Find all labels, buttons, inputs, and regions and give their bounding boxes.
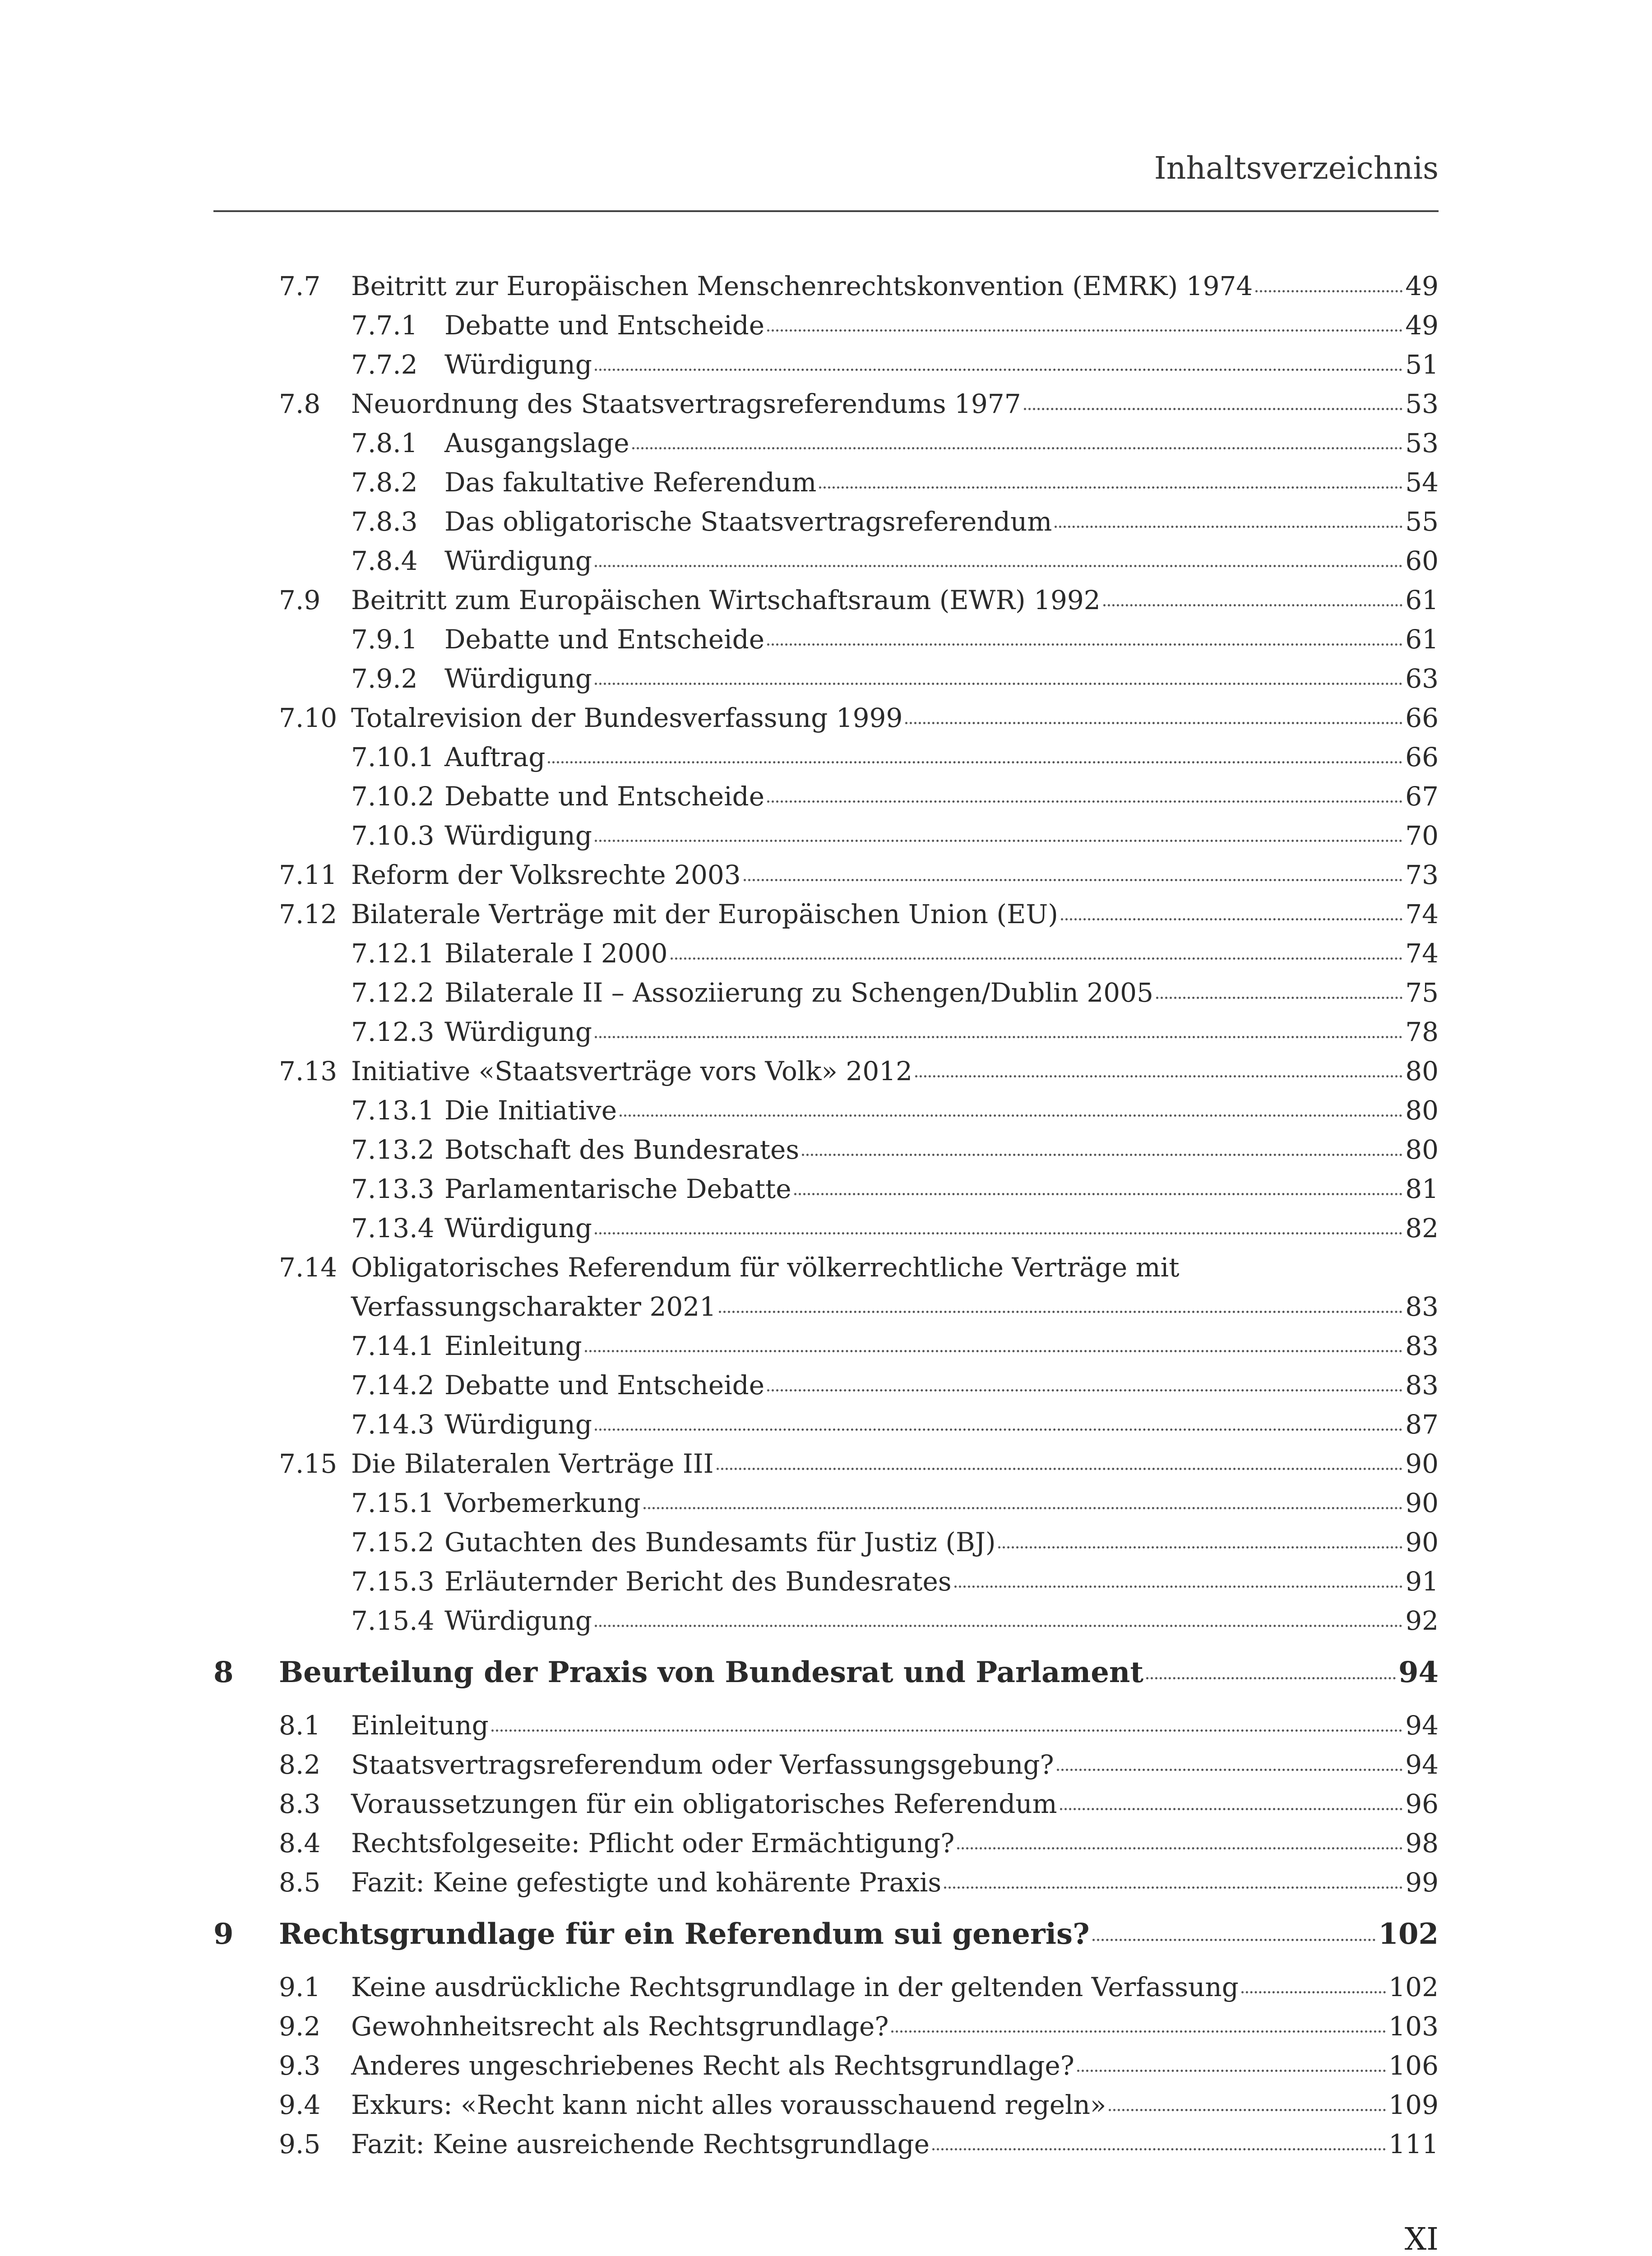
entry-page: 102 bbox=[1378, 1917, 1439, 1951]
toc-entry[interactable] bbox=[279, 862, 1439, 888]
dot-leader bbox=[620, 1114, 1402, 1117]
toc-entry[interactable] bbox=[279, 587, 1439, 613]
entry-title: Beitritt zum Europäischen Wirtschaftsraum (EWR) 1992 bbox=[351, 585, 1101, 615]
entry-title: Würdigung bbox=[444, 546, 592, 576]
entry-page: 94 bbox=[1405, 1710, 1439, 1741]
entry-page: 51 bbox=[1405, 349, 1439, 380]
toc-entry[interactable] bbox=[351, 1176, 1439, 1202]
dot-leader bbox=[632, 447, 1403, 449]
entry-title: Die Initiative bbox=[444, 1095, 617, 1126]
entry-page: 70 bbox=[1405, 820, 1439, 851]
entry-title: Auftrag bbox=[444, 742, 546, 772]
dot-leader bbox=[915, 1075, 1402, 1077]
entry-title: Neuordnung des Staatsvertragsreferendums 1977 bbox=[351, 388, 1021, 419]
entry-page: 94 bbox=[1398, 1655, 1439, 1689]
toc-entry[interactable] bbox=[279, 1791, 1439, 1817]
dot-leader bbox=[767, 800, 1402, 803]
entry-title: Beurteilung der Praxis von Bundesrat und Parlament bbox=[279, 1655, 1143, 1689]
toc-entry[interactable] bbox=[351, 1213, 1439, 1244]
entry-page: 103 bbox=[1388, 2011, 1439, 2042]
toc-entry[interactable] bbox=[351, 1568, 1439, 1595]
dot-leader bbox=[595, 369, 1402, 371]
dot-leader bbox=[932, 2148, 1386, 2150]
dot-leader bbox=[671, 957, 1403, 960]
dot-leader bbox=[998, 1546, 1402, 1549]
toc-entry[interactable] bbox=[351, 1333, 1439, 1359]
entry-title: Würdigung bbox=[444, 1213, 592, 1244]
entry-title: Debatte und Entscheide bbox=[444, 1370, 765, 1401]
entry-number: 9.3 bbox=[279, 2050, 321, 2081]
toc-entry[interactable] bbox=[351, 506, 1439, 537]
toc-entry[interactable] bbox=[351, 1411, 1439, 1438]
entry-title: Würdigung bbox=[444, 349, 592, 380]
dot-leader bbox=[1057, 1769, 1403, 1771]
dot-leader bbox=[891, 2030, 1386, 2033]
dot-leader bbox=[1255, 290, 1402, 292]
dot-leader bbox=[595, 840, 1402, 842]
toc-entry[interactable] bbox=[279, 1254, 1439, 1281]
entry-page: 87 bbox=[1405, 1409, 1439, 1440]
dot-leader bbox=[794, 1193, 1403, 1195]
entry-page: 73 bbox=[1405, 860, 1439, 890]
entry-number: 7.10.2 bbox=[351, 781, 435, 812]
entry-title: Rechtsgrundlage für ein Referendum sui generis? bbox=[279, 1917, 1090, 1951]
entry-title: Erläuternder Bericht des Bundesrates bbox=[444, 1566, 952, 1597]
dot-leader bbox=[717, 1468, 1403, 1470]
dot-leader bbox=[1061, 918, 1402, 920]
dot-leader bbox=[1060, 1808, 1403, 1810]
toc-entry[interactable] bbox=[279, 1749, 1439, 1780]
entry-page: 90 bbox=[1405, 1488, 1439, 1518]
entry-title: Beitritt zur Europäischen Menschenrechtskonvention (EMRK) 1974 bbox=[351, 271, 1253, 301]
dot-leader bbox=[1103, 604, 1402, 606]
entry-title: Die Bilateralen Verträge III bbox=[351, 1448, 714, 1479]
entry-page: 83 bbox=[1405, 1291, 1439, 1322]
entry-page: 92 bbox=[1405, 1605, 1439, 1636]
dot-leader bbox=[944, 1886, 1402, 1889]
dot-leader bbox=[595, 683, 1402, 685]
toc-entry[interactable] bbox=[351, 430, 1439, 456]
entry-title: Parlamentarische Debatte bbox=[444, 1174, 791, 1204]
entry-page: 94 bbox=[1405, 1749, 1439, 1780]
entry-title: Debatte und Entscheide bbox=[444, 310, 765, 341]
entry-number: 7.11 bbox=[279, 860, 338, 890]
dot-leader bbox=[767, 329, 1402, 332]
dot-leader bbox=[595, 1625, 1402, 1627]
entry-page: 96 bbox=[1405, 1789, 1439, 1819]
entry-number: 7.14.2 bbox=[351, 1370, 435, 1401]
toc-entry[interactable] bbox=[351, 977, 1439, 1008]
dot-leader bbox=[767, 643, 1402, 646]
entry-number: 7.13.4 bbox=[351, 1213, 435, 1244]
entry-number: 7.8.2 bbox=[351, 467, 418, 498]
dot-leader bbox=[643, 1507, 1402, 1509]
entry-page: 109 bbox=[1388, 2090, 1439, 2120]
entry-title: Staatsvertragsreferendum oder Verfassungsgebung? bbox=[351, 1749, 1054, 1780]
entry-number: 7.14 bbox=[279, 1252, 338, 1283]
entry-number: 7.7 bbox=[279, 271, 321, 301]
entry-page: 54 bbox=[1405, 467, 1439, 498]
entry-number: 7.9.1 bbox=[351, 624, 418, 655]
entry-title: Totalrevision der Bundesverfassung 1999 bbox=[351, 703, 903, 733]
entry-title: Fazit: Keine gefestigte und kohärente Praxis bbox=[351, 1867, 942, 1898]
entry-title: Fazit: Keine ausreichende Rechtsgrundlage bbox=[351, 2129, 930, 2159]
entry-number: 9 bbox=[213, 1917, 234, 1951]
toc-entry[interactable] bbox=[351, 820, 1439, 851]
dot-leader bbox=[595, 1036, 1402, 1038]
entry-title: Gutachten des Bundesamts für Justiz (BJ) bbox=[444, 1527, 996, 1558]
toc-entry[interactable] bbox=[351, 351, 1439, 378]
entry-page: 83 bbox=[1405, 1370, 1439, 1401]
entry-page: 67 bbox=[1405, 781, 1439, 812]
entry-title: Initiative «Staatsverträge vors Volk» 2012 bbox=[351, 1056, 913, 1086]
dot-leader bbox=[1024, 408, 1403, 410]
entry-title: Einleitung bbox=[444, 1331, 582, 1361]
entry-title: Vorbemerkung bbox=[444, 1488, 641, 1518]
dot-leader bbox=[595, 565, 1402, 567]
entry-title: Ausgangslage bbox=[444, 428, 629, 458]
dot-leader bbox=[1109, 2109, 1386, 2111]
entry-number: 8 bbox=[213, 1655, 234, 1689]
entry-title: Verfassungscharakter 2021 bbox=[351, 1291, 717, 1322]
entry-title: Würdigung bbox=[444, 1409, 592, 1440]
toc-entry[interactable] bbox=[279, 1974, 1439, 2000]
entry-page: 63 bbox=[1405, 663, 1439, 694]
entry-title: Rechtsfolgeseite: Pflicht oder Ermächtigung? bbox=[351, 1828, 955, 1858]
toc-chapter-entry[interactable] bbox=[213, 1917, 1439, 1951]
page-number: XI bbox=[1404, 2222, 1439, 2256]
entry-number: 7.8.3 bbox=[351, 506, 418, 537]
entry-page: 99 bbox=[1405, 1867, 1439, 1898]
entry-title: Exkurs: «Recht kann nicht alles vorausschauend regeln» bbox=[351, 2090, 1106, 2120]
toc-entry[interactable] bbox=[351, 1134, 1439, 1165]
entry-title: Das obligatorische Staatsvertragsreferendum bbox=[444, 506, 1052, 537]
entry-title: Debatte und Entscheide bbox=[444, 781, 765, 812]
entry-number: 7.15.3 bbox=[351, 1566, 435, 1597]
toc-entry[interactable] bbox=[351, 1605, 1439, 1636]
entry-page: 98 bbox=[1405, 1828, 1439, 1858]
toc-entry[interactable] bbox=[279, 1867, 1439, 1898]
toc-entry[interactable] bbox=[279, 2131, 1439, 2157]
entry-page: 75 bbox=[1405, 977, 1439, 1008]
entry-number: 7.13.3 bbox=[351, 1174, 435, 1204]
entry-number: 7.14.3 bbox=[351, 1409, 435, 1440]
entry-page: 81 bbox=[1405, 1174, 1439, 1204]
toc-entry[interactable] bbox=[279, 705, 1439, 731]
entry-number: 9.5 bbox=[279, 2129, 321, 2159]
dot-leader bbox=[491, 1729, 1402, 1732]
entry-number: 7.15.4 bbox=[351, 1605, 435, 1636]
toc-entry[interactable] bbox=[351, 1527, 1439, 1558]
entry-number: 7.15.1 bbox=[351, 1488, 435, 1518]
entry-number: 7.12.2 bbox=[351, 977, 435, 1008]
dot-leader bbox=[957, 1847, 1402, 1849]
dot-leader bbox=[819, 486, 1402, 489]
dot-leader bbox=[595, 1232, 1402, 1234]
entry-number: 7.13.2 bbox=[351, 1134, 435, 1165]
toc-entry[interactable] bbox=[351, 1019, 1439, 1045]
entry-number: 7.10.1 bbox=[351, 742, 435, 772]
toc-entry[interactable] bbox=[351, 1370, 1439, 1401]
toc-entry[interactable] bbox=[351, 744, 1439, 770]
entry-number: 7.7.2 bbox=[351, 349, 418, 380]
entry-page: 61 bbox=[1405, 585, 1439, 615]
entry-title: Gewohnheitsrecht als Rechtsgrundlage? bbox=[351, 2011, 889, 2042]
entry-page: 90 bbox=[1405, 1527, 1439, 1558]
entry-page: 74 bbox=[1405, 899, 1439, 929]
entry-number: 8.4 bbox=[279, 1828, 321, 1858]
toc-entry[interactable] bbox=[351, 1490, 1439, 1516]
toc-entry-continuation[interactable] bbox=[279, 1291, 1439, 1322]
entry-number: 7.10 bbox=[279, 703, 338, 733]
entry-page: 111 bbox=[1388, 2129, 1439, 2159]
entry-title: Bilaterale II – Assoziierung zu Schengen/Dublin 2005 bbox=[444, 977, 1153, 1008]
entry-page: 55 bbox=[1405, 506, 1439, 537]
toc-entry[interactable] bbox=[351, 467, 1439, 498]
entry-page: 80 bbox=[1405, 1095, 1439, 1126]
entry-page: 82 bbox=[1405, 1213, 1439, 1244]
entry-page: 80 bbox=[1405, 1134, 1439, 1165]
dot-leader bbox=[1092, 1939, 1376, 1941]
entry-title: Einleitung bbox=[351, 1710, 489, 1741]
entry-title: Würdigung bbox=[444, 663, 592, 694]
dot-leader bbox=[905, 722, 1402, 724]
entry-page: 66 bbox=[1405, 742, 1439, 772]
toc-entry[interactable] bbox=[279, 901, 1439, 927]
entry-title: Würdigung bbox=[444, 820, 592, 851]
toc-entry[interactable] bbox=[279, 2011, 1439, 2042]
toc-entry[interactable] bbox=[279, 1448, 1439, 1479]
toc-entry[interactable] bbox=[351, 1095, 1439, 1126]
entry-page: 80 bbox=[1405, 1056, 1439, 1086]
entry-number: 7.14.1 bbox=[351, 1331, 435, 1361]
toc-entry[interactable] bbox=[279, 2050, 1439, 2081]
entry-title: Reform der Volksrechte 2003 bbox=[351, 860, 741, 890]
dot-leader bbox=[1055, 526, 1402, 528]
entry-page: 74 bbox=[1405, 938, 1439, 969]
entry-number: 7.9 bbox=[279, 585, 321, 615]
entry-number: 9.4 bbox=[279, 2090, 321, 2120]
entry-page: 91 bbox=[1405, 1566, 1439, 1597]
entry-number: 8.1 bbox=[279, 1710, 321, 1741]
entry-number: 7.13 bbox=[279, 1056, 338, 1086]
dot-leader bbox=[1077, 2070, 1386, 2072]
dot-leader bbox=[1156, 997, 1402, 999]
entry-title: Bilaterale Verträge mit der Europäischen Union (EU) bbox=[351, 899, 1058, 929]
entry-page: 49 bbox=[1405, 271, 1439, 301]
entry-number: 8.2 bbox=[279, 1749, 321, 1780]
entry-title: Würdigung bbox=[444, 1017, 592, 1047]
entry-title: Obligatorisches Referendum für völkerrechtliche Verträge mit bbox=[351, 1252, 1180, 1283]
entry-number: 7.13.1 bbox=[351, 1095, 435, 1126]
entry-number: 7.8.4 bbox=[351, 546, 418, 576]
entry-page: 60 bbox=[1405, 546, 1439, 576]
entry-number: 7.15 bbox=[279, 1448, 338, 1479]
toc-entry[interactable] bbox=[351, 663, 1439, 694]
entry-number: 7.12.3 bbox=[351, 1017, 435, 1047]
entry-number: 7.8 bbox=[279, 388, 321, 419]
entry-page: 66 bbox=[1405, 703, 1439, 733]
entry-number: 7.10.3 bbox=[351, 820, 435, 851]
toc-entry[interactable] bbox=[279, 1710, 1439, 1741]
entry-page: 106 bbox=[1388, 2050, 1439, 2081]
toc-entry[interactable] bbox=[351, 938, 1439, 969]
entry-page: 61 bbox=[1405, 624, 1439, 655]
entry-number: 9.2 bbox=[279, 2011, 321, 2042]
toc-entry[interactable] bbox=[351, 624, 1439, 655]
entry-title: Bilaterale I 2000 bbox=[444, 938, 668, 969]
toc-entry[interactable] bbox=[351, 310, 1439, 341]
entry-number: 7.7.1 bbox=[351, 310, 418, 341]
toc-chapter-entry[interactable] bbox=[213, 1655, 1439, 1689]
toc-entry[interactable] bbox=[351, 548, 1439, 574]
entry-page: 102 bbox=[1388, 1972, 1439, 2002]
dot-leader bbox=[767, 1389, 1402, 1392]
entry-page: 78 bbox=[1405, 1017, 1439, 1047]
dot-leader bbox=[595, 1428, 1402, 1431]
toc-entry[interactable] bbox=[279, 2092, 1439, 2118]
entry-number: 7.12 bbox=[279, 899, 338, 929]
entry-title: Voraussetzungen für ein obligatorisches Referendum bbox=[351, 1789, 1057, 1819]
dot-leader bbox=[548, 761, 1402, 763]
entry-number: 8.5 bbox=[279, 1867, 321, 1898]
entry-title: Botschaft des Bundesrates bbox=[444, 1134, 800, 1165]
dot-leader bbox=[802, 1154, 1402, 1156]
entry-number: 7.9.2 bbox=[351, 663, 418, 694]
entry-title: Anderes ungeschriebenes Recht als Rechtsgrundlage? bbox=[351, 2050, 1074, 2081]
entry-title: Das fakultative Referendum bbox=[444, 467, 817, 498]
dot-leader bbox=[954, 1586, 1403, 1588]
entry-number: 9.1 bbox=[279, 1972, 321, 2002]
entry-page: 53 bbox=[1405, 428, 1439, 458]
entry-page: 90 bbox=[1405, 1448, 1439, 1479]
toc-entry[interactable] bbox=[279, 273, 1439, 299]
entry-number: 7.15.2 bbox=[351, 1527, 435, 1558]
dot-leader bbox=[744, 879, 1403, 881]
toc-entry[interactable] bbox=[279, 388, 1439, 419]
toc-entry[interactable] bbox=[279, 1058, 1439, 1084]
running-head: Inhaltsverzeichnis bbox=[1154, 151, 1439, 186]
entry-page: 83 bbox=[1405, 1331, 1439, 1361]
entry-number: 7.8.1 bbox=[351, 428, 418, 458]
toc-entry[interactable] bbox=[279, 1830, 1439, 1856]
entry-number: 7.12.1 bbox=[351, 938, 435, 969]
dot-leader bbox=[719, 1311, 1402, 1313]
entry-title: Würdigung bbox=[444, 1605, 592, 1636]
entry-title: Debatte und Entscheide bbox=[444, 624, 765, 655]
toc-entry[interactable] bbox=[351, 781, 1439, 812]
dot-leader bbox=[1146, 1677, 1396, 1679]
entry-title: Keine ausdrückliche Rechtsgrundlage in der geltenden Verfassung bbox=[351, 1972, 1239, 2002]
entry-page: 53 bbox=[1405, 388, 1439, 419]
entry-page: 49 bbox=[1405, 310, 1439, 341]
dot-leader bbox=[585, 1350, 1402, 1352]
dot-leader bbox=[1241, 1991, 1386, 1993]
entry-number: 8.3 bbox=[279, 1789, 321, 1819]
